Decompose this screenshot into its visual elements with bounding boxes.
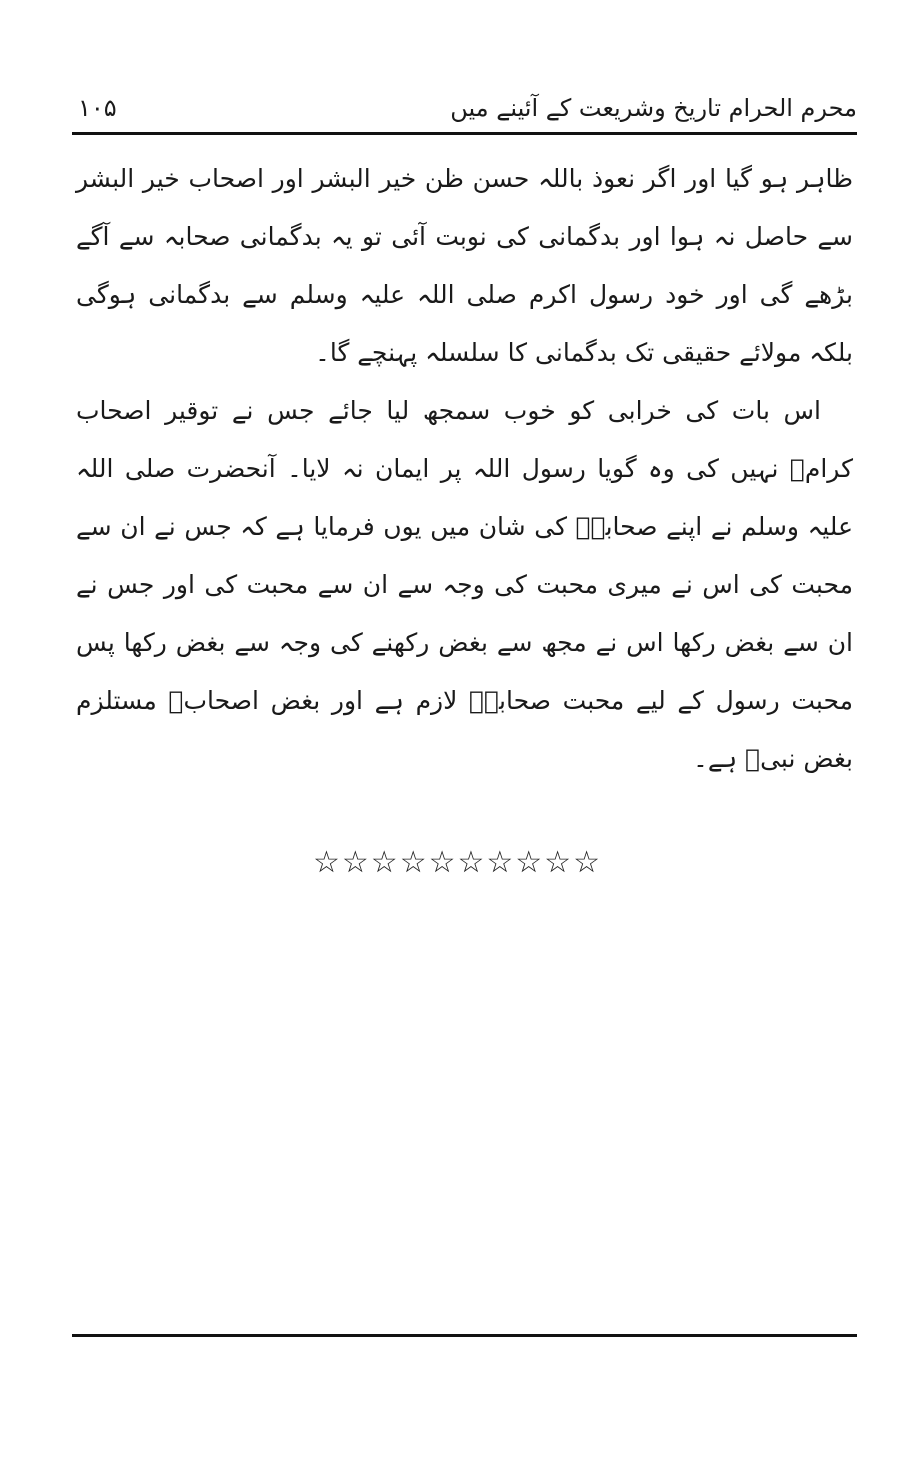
header-divider <box>72 132 857 135</box>
paragraph: ظاہر ہو گیا اور اگر نعوذ باللہ حسن ظن خیر البشر اور اصحاب خیر البشر سے حاصل نہ ہوا اور بدگمانی کی نوبت آئی تو یہ بدگمانی صحابہ سے آگے بڑھے گی اور خود رسول اکرم صلی اللہ علیہ وسلم سے بدگمانی ہوگی بلکہ مولائے حقیقی تک بدگمانی کا سلسلہ پہنچے گا۔ <box>76 164 853 367</box>
paragraph: اس بات کی خرابی کو خوب سمجھ لیا جائے جس نے توقیر اصحاب کرامؓ نہیں کی وہ گویا رسول اللہ پر ایمان نہ لایا۔ آنحضرت صلی اللہ علیہ وسلم نے اپنے صحابہؓ کی شان میں یوں فرمایا ہے کہ جس نے ان سے محبت کی اس نے میری محبت کی وجہ سے ان سے محبت کی اور جس نے ان سے بغض رکھا اس نے مجھ سے بغض رکھنے کی وجہ سے بغض رکھا پس محبت رسول کے لیے محبت صحابہؓ لازم ہے اور بغض اصحابؓ مستلزم بغض نبیؐ ہے۔ <box>76 396 853 773</box>
running-title: محرم الحرام تاریخ وشریعت کے آئینے میں <box>450 94 857 122</box>
footer-divider <box>72 1334 857 1337</box>
page-header <box>72 82 857 130</box>
body-text <box>76 150 853 788</box>
star-separator: ☆☆☆☆☆☆☆☆☆☆ <box>313 845 602 880</box>
page-number: ۱۰۵ <box>78 94 117 122</box>
